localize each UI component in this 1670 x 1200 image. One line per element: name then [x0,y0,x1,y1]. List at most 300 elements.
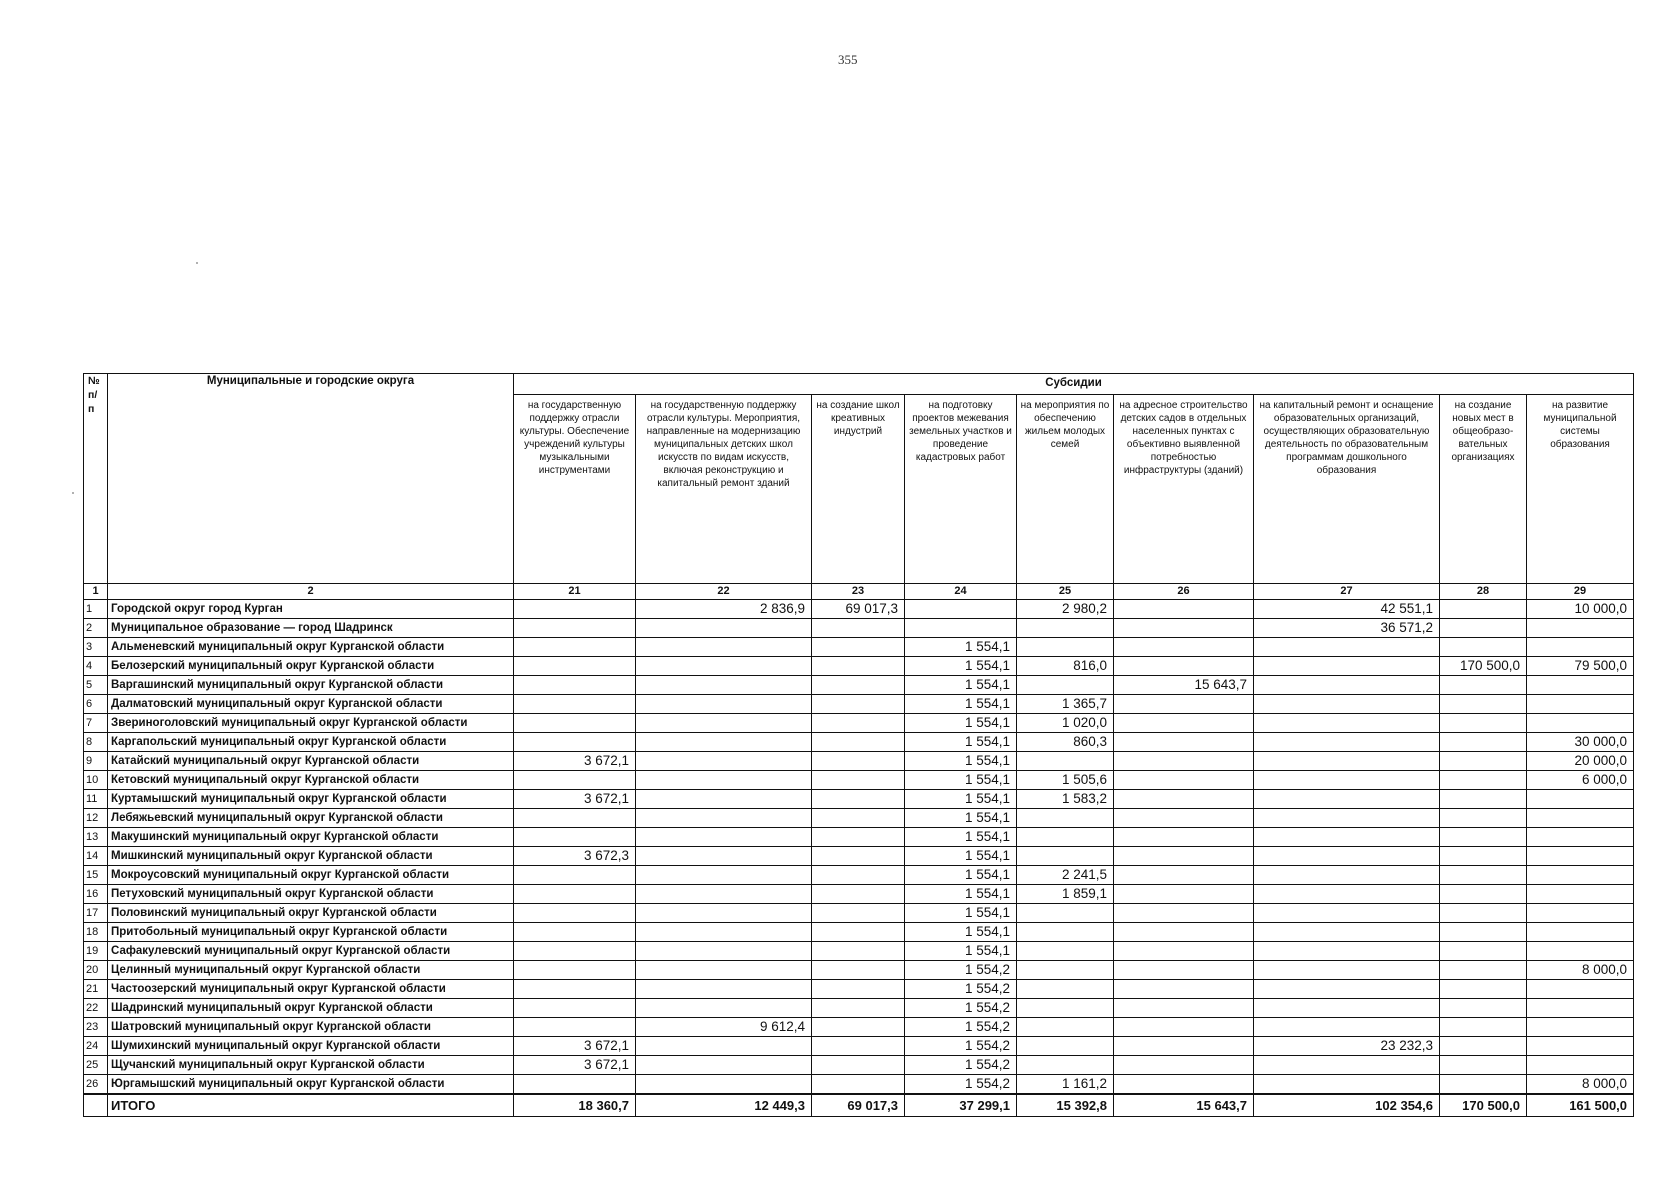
value-cell [636,1056,812,1075]
value-cell: 69 017,3 [812,600,905,619]
table-row [84,790,1634,809]
value-cell: 170 500,0 [1440,657,1527,676]
value-cell: 30 000,0 [1527,733,1634,752]
total-value: 15 392,8 [1017,1094,1114,1117]
value-cell [1017,1056,1114,1075]
value-cell [1114,1056,1254,1075]
value-cell [1254,657,1440,676]
value-cell [1440,676,1527,695]
value-cell: 816,0 [1017,657,1114,676]
value-cell [1017,619,1114,638]
value-cell: 2 980,2 [1017,600,1114,619]
district-name: Городской округ город Курган [108,600,514,619]
value-cell [1440,809,1527,828]
district-name: Далматовский муниципальный округ Курганской области [108,695,514,714]
district-name: Притобольный муниципальный округ Курганской области [108,923,514,942]
value-cell [1114,847,1254,866]
value-cell [1017,847,1114,866]
value-cell [1527,790,1634,809]
row-number: 19 [84,942,108,961]
header-row-group [84,374,1634,395]
value-cell [812,657,905,676]
table-row [84,752,1634,771]
value-cell [514,638,636,657]
value-cell: 1 554,1 [905,942,1017,961]
value-cell [812,1056,905,1075]
value-cell [1254,1018,1440,1037]
value-cell: 1 554,2 [905,1018,1017,1037]
value-cell: 1 554,1 [905,866,1017,885]
value-cell [1254,961,1440,980]
value-cell: 1 365,7 [1017,695,1114,714]
value-cell: 36 571,2 [1254,619,1440,638]
value-cell [1114,904,1254,923]
district-name: Частоозерский муниципальный округ Курганской области [108,980,514,999]
column-header: на государственную поддержку отрасли культуры. Обеспечение учреждений культуры музыкальными инструментами [514,395,636,584]
table-row [84,809,1634,828]
district-name: Муниципальное образование — город Шадринск [108,619,514,638]
district-name: Альменевский муниципальный округ Курганской области [108,638,514,657]
value-cell [1440,695,1527,714]
district-name: Шумихинский муниципальный округ Курганской области [108,1037,514,1056]
value-cell [1114,771,1254,790]
value-cell: 1 554,1 [905,752,1017,771]
value-cell [1527,619,1634,638]
page-number: 355 [838,52,858,67]
table-row [84,923,1634,942]
value-cell [1254,676,1440,695]
value-cell [1440,771,1527,790]
value-cell [1527,923,1634,942]
total-index-cell [84,1094,108,1117]
value-cell [514,961,636,980]
name-header: Муниципальные и городские округа [108,374,514,584]
column-header: на развитие муниципальной системы образования [1527,395,1634,584]
value-cell: 1 554,1 [905,771,1017,790]
value-cell [1254,1075,1440,1095]
value-cell [1254,999,1440,1018]
value-cell [1527,1037,1634,1056]
scan-speck [196,262,198,264]
value-cell: 3 672,1 [514,1037,636,1056]
district-name: Варгашинский муниципальный округ Курганской области [108,676,514,695]
value-cell [1440,733,1527,752]
row-number: 13 [84,828,108,847]
value-cell: 79 500,0 [1527,657,1634,676]
district-name: Лебяжьевский муниципальный округ Курганской области [108,809,514,828]
column-header: на подготовку проектов межевания земельных участков и проведение кадастровых работ [905,395,1017,584]
value-cell [1440,752,1527,771]
value-cell [1527,695,1634,714]
value-cell [636,752,812,771]
value-cell [812,942,905,961]
column-number: 24 [905,584,1017,600]
value-cell [1440,714,1527,733]
value-cell [1254,980,1440,999]
value-cell [1017,961,1114,980]
value-cell [812,809,905,828]
value-cell [1114,790,1254,809]
column-header: на адресное строительство детских садов в отдельных населенных пунктах с объективно выявленной потребностью инфраструктуры (зданий) [1114,395,1254,584]
table-row [84,1075,1634,1095]
total-value: 170 500,0 [1440,1094,1527,1117]
table-body [84,600,1634,1117]
value-cell [1114,866,1254,885]
table-row [84,619,1634,638]
district-name: Куртамышский муниципальный округ Курганской области [108,790,514,809]
value-cell [636,847,812,866]
value-cell [1254,695,1440,714]
table-row [84,1056,1634,1075]
value-cell [812,695,905,714]
value-cell [1527,942,1634,961]
table-row [84,676,1634,695]
value-cell [1527,809,1634,828]
value-cell [636,638,812,657]
table-row [84,1018,1634,1037]
column-header: на государственную поддержку отрасли культуры. Мероприятия, направленные на модернизацию муниципальных детских школ искусств по видам искусств, включая реконструкцию и капитальный ремонт зданий [636,395,812,584]
column-number: 29 [1527,584,1634,600]
value-cell [812,847,905,866]
value-cell [1017,809,1114,828]
row-number: 20 [84,961,108,980]
value-cell: 1 554,1 [905,847,1017,866]
value-cell [636,923,812,942]
value-cell [1114,733,1254,752]
value-cell: 1 554,2 [905,1037,1017,1056]
value-cell [1017,923,1114,942]
column-number: 2 [108,584,514,600]
value-cell [1254,923,1440,942]
value-cell [636,657,812,676]
value-cell [1017,999,1114,1018]
table-row [84,942,1634,961]
district-name: Шатровский муниципальный округ Курганской области [108,1018,514,1037]
row-number: 6 [84,695,108,714]
table-row [84,695,1634,714]
value-cell: 1 554,2 [905,1056,1017,1075]
value-cell [514,1018,636,1037]
value-cell [1440,999,1527,1018]
column-number: 1 [84,584,108,600]
row-number: 21 [84,980,108,999]
value-cell [1440,1075,1527,1095]
value-cell [636,980,812,999]
value-cell [1527,999,1634,1018]
district-name: Половинский муниципальный округ Курганской области [108,904,514,923]
value-cell [1017,942,1114,961]
value-cell: 20 000,0 [1527,752,1634,771]
district-name: Кетовский муниципальный округ Курганской области [108,771,514,790]
value-cell [1527,866,1634,885]
value-cell [905,600,1017,619]
value-cell [1254,809,1440,828]
value-cell: 1 554,1 [905,828,1017,847]
value-cell [514,999,636,1018]
value-cell [812,980,905,999]
value-cell [636,942,812,961]
value-cell: 860,3 [1017,733,1114,752]
value-cell: 2 241,5 [1017,866,1114,885]
district-name: Катайский муниципальный округ Курганской области [108,752,514,771]
value-cell [1440,1018,1527,1037]
value-cell [514,904,636,923]
table-row [84,714,1634,733]
value-cell [1440,619,1527,638]
district-name: Белозерский муниципальный округ Курганской области [108,657,514,676]
value-cell: 1 554,1 [905,638,1017,657]
value-cell [1440,847,1527,866]
value-cell: 8 000,0 [1527,961,1634,980]
value-cell [1527,676,1634,695]
value-cell [1254,771,1440,790]
subsidies-header: Субсидии [514,374,1634,395]
value-cell [1114,999,1254,1018]
value-cell [636,771,812,790]
value-cell [1440,904,1527,923]
value-cell: 1 554,1 [905,885,1017,904]
value-cell [1440,600,1527,619]
district-name: Мокроусовский муниципальный округ Курганской области [108,866,514,885]
value-cell [1114,1018,1254,1037]
total-label: ИТОГО [108,1094,514,1117]
value-cell [1527,714,1634,733]
total-value: 15 643,7 [1114,1094,1254,1117]
row-number: 23 [84,1018,108,1037]
district-name: Целинный муниципальный округ Курганской области [108,961,514,980]
value-cell [636,961,812,980]
value-cell: 1 161,2 [1017,1075,1114,1095]
column-header: на мероприятия по обеспечению жильем молодых семей [1017,395,1114,584]
value-cell [1440,980,1527,999]
total-value: 69 017,3 [812,1094,905,1117]
row-number: 9 [84,752,108,771]
row-number: 4 [84,657,108,676]
value-cell: 3 672,1 [514,1056,636,1075]
value-cell [812,733,905,752]
row-number: 12 [84,809,108,828]
value-cell [1254,714,1440,733]
value-cell [1254,885,1440,904]
value-cell [1527,1018,1634,1037]
value-cell [1254,733,1440,752]
value-cell: 1 554,1 [905,904,1017,923]
value-cell [636,619,812,638]
value-cell [1254,638,1440,657]
value-cell: 23 232,3 [1254,1037,1440,1056]
value-cell [812,790,905,809]
table-row [84,771,1634,790]
row-number: 1 [84,600,108,619]
value-cell [636,790,812,809]
subsidies-table [83,373,1634,1117]
row-number: 8 [84,733,108,752]
table-row [84,600,1634,619]
value-cell [514,980,636,999]
value-cell [1440,790,1527,809]
district-name: Каргапольский муниципальный округ Курганской области [108,733,514,752]
value-cell [1017,638,1114,657]
value-cell [812,923,905,942]
table-row [84,638,1634,657]
value-cell [812,714,905,733]
table-row [84,961,1634,980]
row-number: 25 [84,1056,108,1075]
value-cell [636,885,812,904]
value-cell [812,1037,905,1056]
value-cell [1017,676,1114,695]
row-number: 18 [84,923,108,942]
value-cell [812,999,905,1018]
total-value: 161 500,0 [1527,1094,1634,1117]
table-row [84,866,1634,885]
value-cell [812,885,905,904]
value-cell [1254,942,1440,961]
value-cell [1440,942,1527,961]
value-cell [636,809,812,828]
district-name: Макушинский муниципальный округ Курганской области [108,828,514,847]
value-cell [1017,1037,1114,1056]
value-cell [514,923,636,942]
column-number: 22 [636,584,812,600]
value-cell [1114,600,1254,619]
value-cell: 15 643,7 [1114,676,1254,695]
value-cell: 1 505,6 [1017,771,1114,790]
row-number: 5 [84,676,108,695]
total-value: 102 354,6 [1254,1094,1440,1117]
value-cell [514,1075,636,1095]
value-cell [812,1075,905,1095]
value-cell [636,1075,812,1095]
value-cell [636,1037,812,1056]
value-cell [905,619,1017,638]
value-cell [812,866,905,885]
row-number: 24 [84,1037,108,1056]
value-cell [1114,828,1254,847]
value-cell [1527,828,1634,847]
district-name: Звериноголовский муниципальный округ Курганской области [108,714,514,733]
value-cell [514,771,636,790]
total-value: 12 449,3 [636,1094,812,1117]
value-cell [812,619,905,638]
value-cell [1440,885,1527,904]
value-cell [812,676,905,695]
value-cell [1114,942,1254,961]
value-cell: 8 000,0 [1527,1075,1634,1095]
column-number: 23 [812,584,905,600]
value-cell: 1 554,1 [905,923,1017,942]
value-cell [514,942,636,961]
row-number: 11 [84,790,108,809]
value-cell [514,733,636,752]
value-cell [1527,885,1634,904]
value-cell [1440,828,1527,847]
table-row [84,1037,1634,1056]
value-cell [1017,980,1114,999]
value-cell [812,752,905,771]
value-cell [1440,1037,1527,1056]
value-cell [1114,980,1254,999]
value-cell [514,619,636,638]
value-cell [1254,752,1440,771]
value-cell [1527,1056,1634,1075]
value-cell [1440,961,1527,980]
value-cell: 1 554,2 [905,999,1017,1018]
district-name: Петуховский муниципальный округ Курганской области [108,885,514,904]
value-cell [1527,638,1634,657]
value-cell: 1 554,1 [905,714,1017,733]
table-row [84,999,1634,1018]
value-cell: 6 000,0 [1527,771,1634,790]
district-name: Сафакулевский муниципальный округ Курганской области [108,942,514,961]
value-cell [1527,904,1634,923]
value-cell [636,828,812,847]
value-cell: 1 554,1 [905,733,1017,752]
value-cell [636,999,812,1018]
table-row [84,657,1634,676]
value-cell [1114,1037,1254,1056]
value-cell [1254,828,1440,847]
total-row [84,1094,1634,1117]
value-cell [1527,980,1634,999]
value-cell [636,714,812,733]
value-cell [812,961,905,980]
row-number: 15 [84,866,108,885]
value-cell [1254,790,1440,809]
total-value: 37 299,1 [905,1094,1017,1117]
value-cell [1440,1056,1527,1075]
value-cell: 1 020,0 [1017,714,1114,733]
value-cell [1254,1056,1440,1075]
value-cell [1440,923,1527,942]
value-cell [812,771,905,790]
value-cell [636,676,812,695]
row-number: 7 [84,714,108,733]
value-cell [514,600,636,619]
value-cell [1114,638,1254,657]
value-cell [1254,866,1440,885]
value-cell [514,714,636,733]
value-cell: 1 554,2 [905,1075,1017,1095]
row-number: 26 [84,1075,108,1095]
value-cell [1114,961,1254,980]
row-number: 16 [84,885,108,904]
table-row [84,847,1634,866]
value-cell [1254,904,1440,923]
row-number: 17 [84,904,108,923]
value-cell [514,828,636,847]
column-number: 25 [1017,584,1114,600]
district-name: Юргамышский муниципальный округ Курганской области [108,1075,514,1095]
value-cell: 42 551,1 [1254,600,1440,619]
value-cell [636,733,812,752]
value-cell [636,866,812,885]
value-cell [1114,657,1254,676]
column-number: 26 [1114,584,1254,600]
column-number: 21 [514,584,636,600]
column-number-row [84,584,1634,600]
value-cell [1017,1018,1114,1037]
value-cell: 3 672,3 [514,847,636,866]
value-cell: 1 554,1 [905,657,1017,676]
value-cell: 2 836,9 [636,600,812,619]
value-cell [812,1018,905,1037]
district-name: Мишкинский муниципальный округ Курганской области [108,847,514,866]
value-cell: 1 554,2 [905,961,1017,980]
value-cell [1254,847,1440,866]
value-cell [514,676,636,695]
value-cell: 1 583,2 [1017,790,1114,809]
